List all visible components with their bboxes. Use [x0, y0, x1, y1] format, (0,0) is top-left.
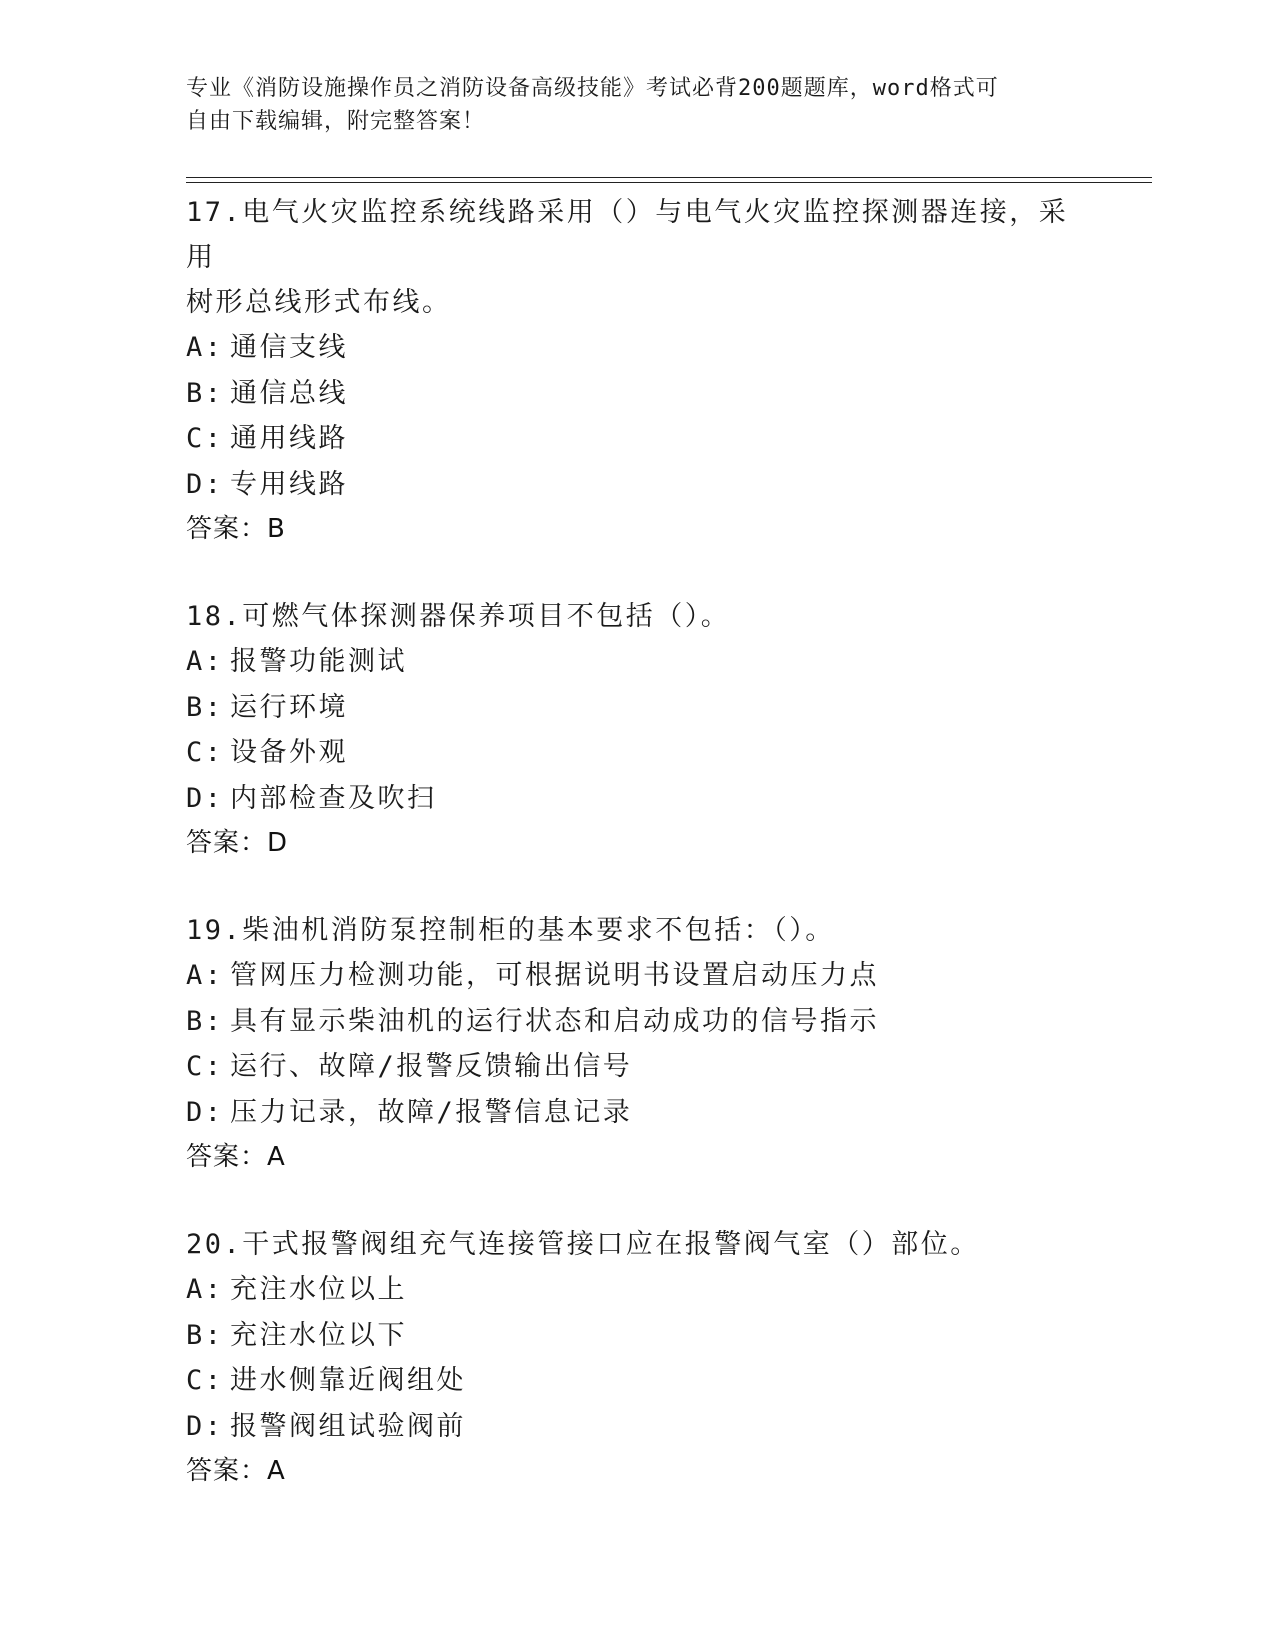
option-text: 通信支线 [230, 332, 348, 363]
option-text: 充注水位以下 [230, 1319, 407, 1351]
option-letter: B: [186, 377, 224, 409]
question-stem: 19.柴油机消防泵控制柜的基本要求不包括：（）。 [186, 915, 835, 946]
option-d [186, 776, 1086, 822]
option-letter: C: [186, 1051, 224, 1082]
option-text: 通信总线 [230, 377, 348, 409]
option-text: 通用线路 [230, 423, 348, 454]
option-letter: D: [186, 1410, 224, 1442]
header-divider-bottom [186, 182, 1152, 183]
option-letter: A: [186, 960, 224, 991]
option-text: 内部检查及吹扫 [230, 782, 437, 814]
option-c [186, 416, 1086, 462]
option-d [186, 1090, 1086, 1136]
option-b [186, 1313, 1086, 1359]
question-19 [186, 908, 1086, 1180]
header-line-1: 专业《消防设施操作员之消防设备高级技能》考试必背200题题库，word格式可 [186, 76, 999, 101]
option-a [186, 1267, 1086, 1313]
answer-line: 答案：B [186, 514, 286, 544]
option-letter: D: [186, 468, 224, 500]
question-17 [186, 190, 1086, 552]
header-divider-top [186, 177, 1152, 178]
answer-line: 答案：A [186, 1456, 286, 1486]
question-stem: 17.电气火灾监控系统线路采用（）与电气火灾监控探测器连接，采用 [186, 197, 1069, 273]
option-a [186, 325, 1086, 371]
question-stem: 18.可燃气体探测器保养项目不包括（）。 [186, 601, 731, 632]
answer-line: 答案：A [186, 1142, 286, 1172]
option-text: 具有显示柴油机的运行状态和启动成功的信号指示 [230, 1005, 879, 1037]
option-letter: C: [186, 423, 224, 454]
option-b [186, 685, 1086, 731]
option-letter: D: [186, 1096, 224, 1128]
option-letter: C: [186, 737, 224, 768]
option-letter: B: [186, 1005, 224, 1037]
question-18 [186, 594, 1086, 866]
option-text: 设备外观 [230, 737, 348, 768]
option-letter: C: [186, 1365, 224, 1396]
question-stem-continued: 树形总线形式布线。 [186, 287, 452, 318]
option-d [186, 462, 1086, 508]
option-letter: B: [186, 1319, 224, 1351]
question-list [186, 190, 1086, 1536]
option-text: 进水侧靠近阀组处 [230, 1365, 466, 1396]
header-line-2: 自由下载编辑，附完整答案！ [186, 109, 486, 134]
option-b [186, 371, 1086, 417]
option-text: 管网压力检测功能，可根据说明书设置启动压力点 [230, 960, 879, 991]
question-20 [186, 1222, 1086, 1494]
option-text: 运行、故障/报警反馈输出信号 [230, 1051, 633, 1082]
option-text: 专用线路 [230, 468, 348, 500]
option-text: 报警功能测试 [230, 646, 407, 677]
option-c [186, 1358, 1086, 1404]
option-text: 运行环境 [230, 691, 348, 723]
option-a [186, 953, 1086, 999]
option-letter: D: [186, 782, 224, 814]
option-b [186, 999, 1086, 1045]
question-stem: 20.干式报警阀组充气连接管接口应在报警阀气室（）部位。 [186, 1229, 980, 1260]
option-letter: A: [186, 646, 224, 677]
option-a [186, 639, 1086, 685]
option-c [186, 1044, 1086, 1090]
document-header [186, 72, 1086, 138]
option-letter: A: [186, 1274, 224, 1305]
option-text: 报警阀组试验阀前 [230, 1410, 466, 1442]
option-c [186, 730, 1086, 776]
option-letter: B: [186, 691, 224, 723]
answer-line: 答案：D [186, 828, 289, 858]
option-d [186, 1404, 1086, 1450]
option-text: 充注水位以上 [230, 1274, 407, 1305]
option-letter: A: [186, 332, 224, 363]
option-text: 压力记录，故障/报警信息记录 [230, 1096, 633, 1128]
